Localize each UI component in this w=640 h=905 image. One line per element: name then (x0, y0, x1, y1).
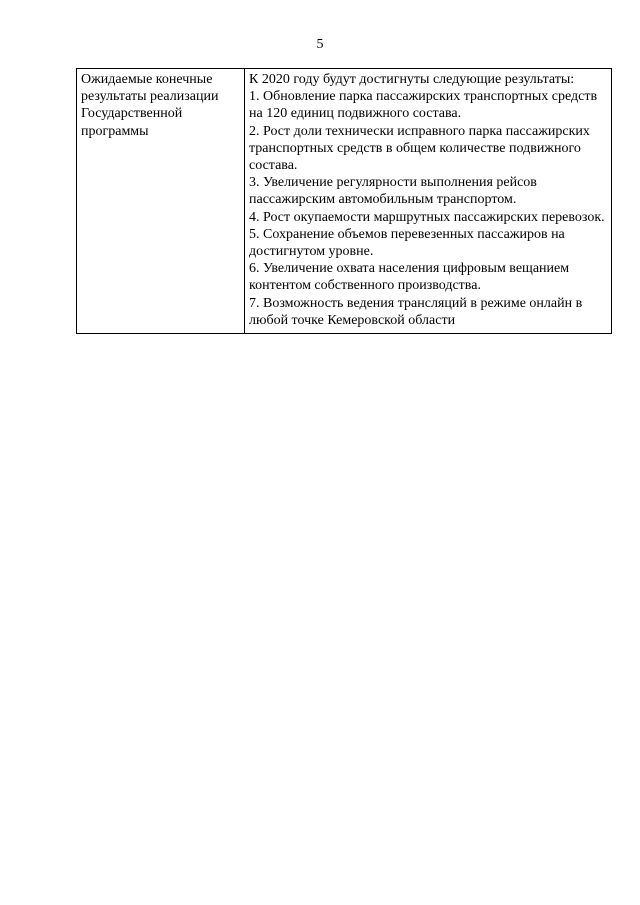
results-table (76, 68, 612, 334)
result-item-4: 4. Рост окупаемости маршрутных пассажирских перевозок. (249, 209, 605, 225)
result-item-3: 3. Увеличение регулярности выполнения рейсов пассажирским автомобильным транспортом. (249, 175, 537, 208)
result-item-6: 6. Увеличение охвата населения цифровым вещанием контентом собственного производства. (249, 261, 570, 294)
table-row (77, 69, 612, 334)
value-cell (245, 69, 612, 334)
label-text: Ожидаемые конечные результаты реализации Государственной программы (81, 72, 219, 139)
page-number: 5 (316, 37, 324, 52)
result-item-1: 1. Обновление парка пассажирских транспортных средств на 120 единиц подвижного состава. (249, 89, 598, 122)
result-item-7: 7. Возможность ведения трансляций в режиме онлайн в любой точке Кемеровской области (249, 295, 583, 328)
result-item-2: 2. Рост доли технически исправного парка пассажирских транспортных средств в общем количестве подвижного состава. (249, 123, 590, 174)
intro-text: К 2020 году будут достигнуты следующие результаты: (249, 72, 575, 87)
label-cell (77, 69, 245, 334)
result-item-5: 5. Сохранение объемов перевезенных пассажиров на достигнутом уровне. (249, 226, 565, 260)
